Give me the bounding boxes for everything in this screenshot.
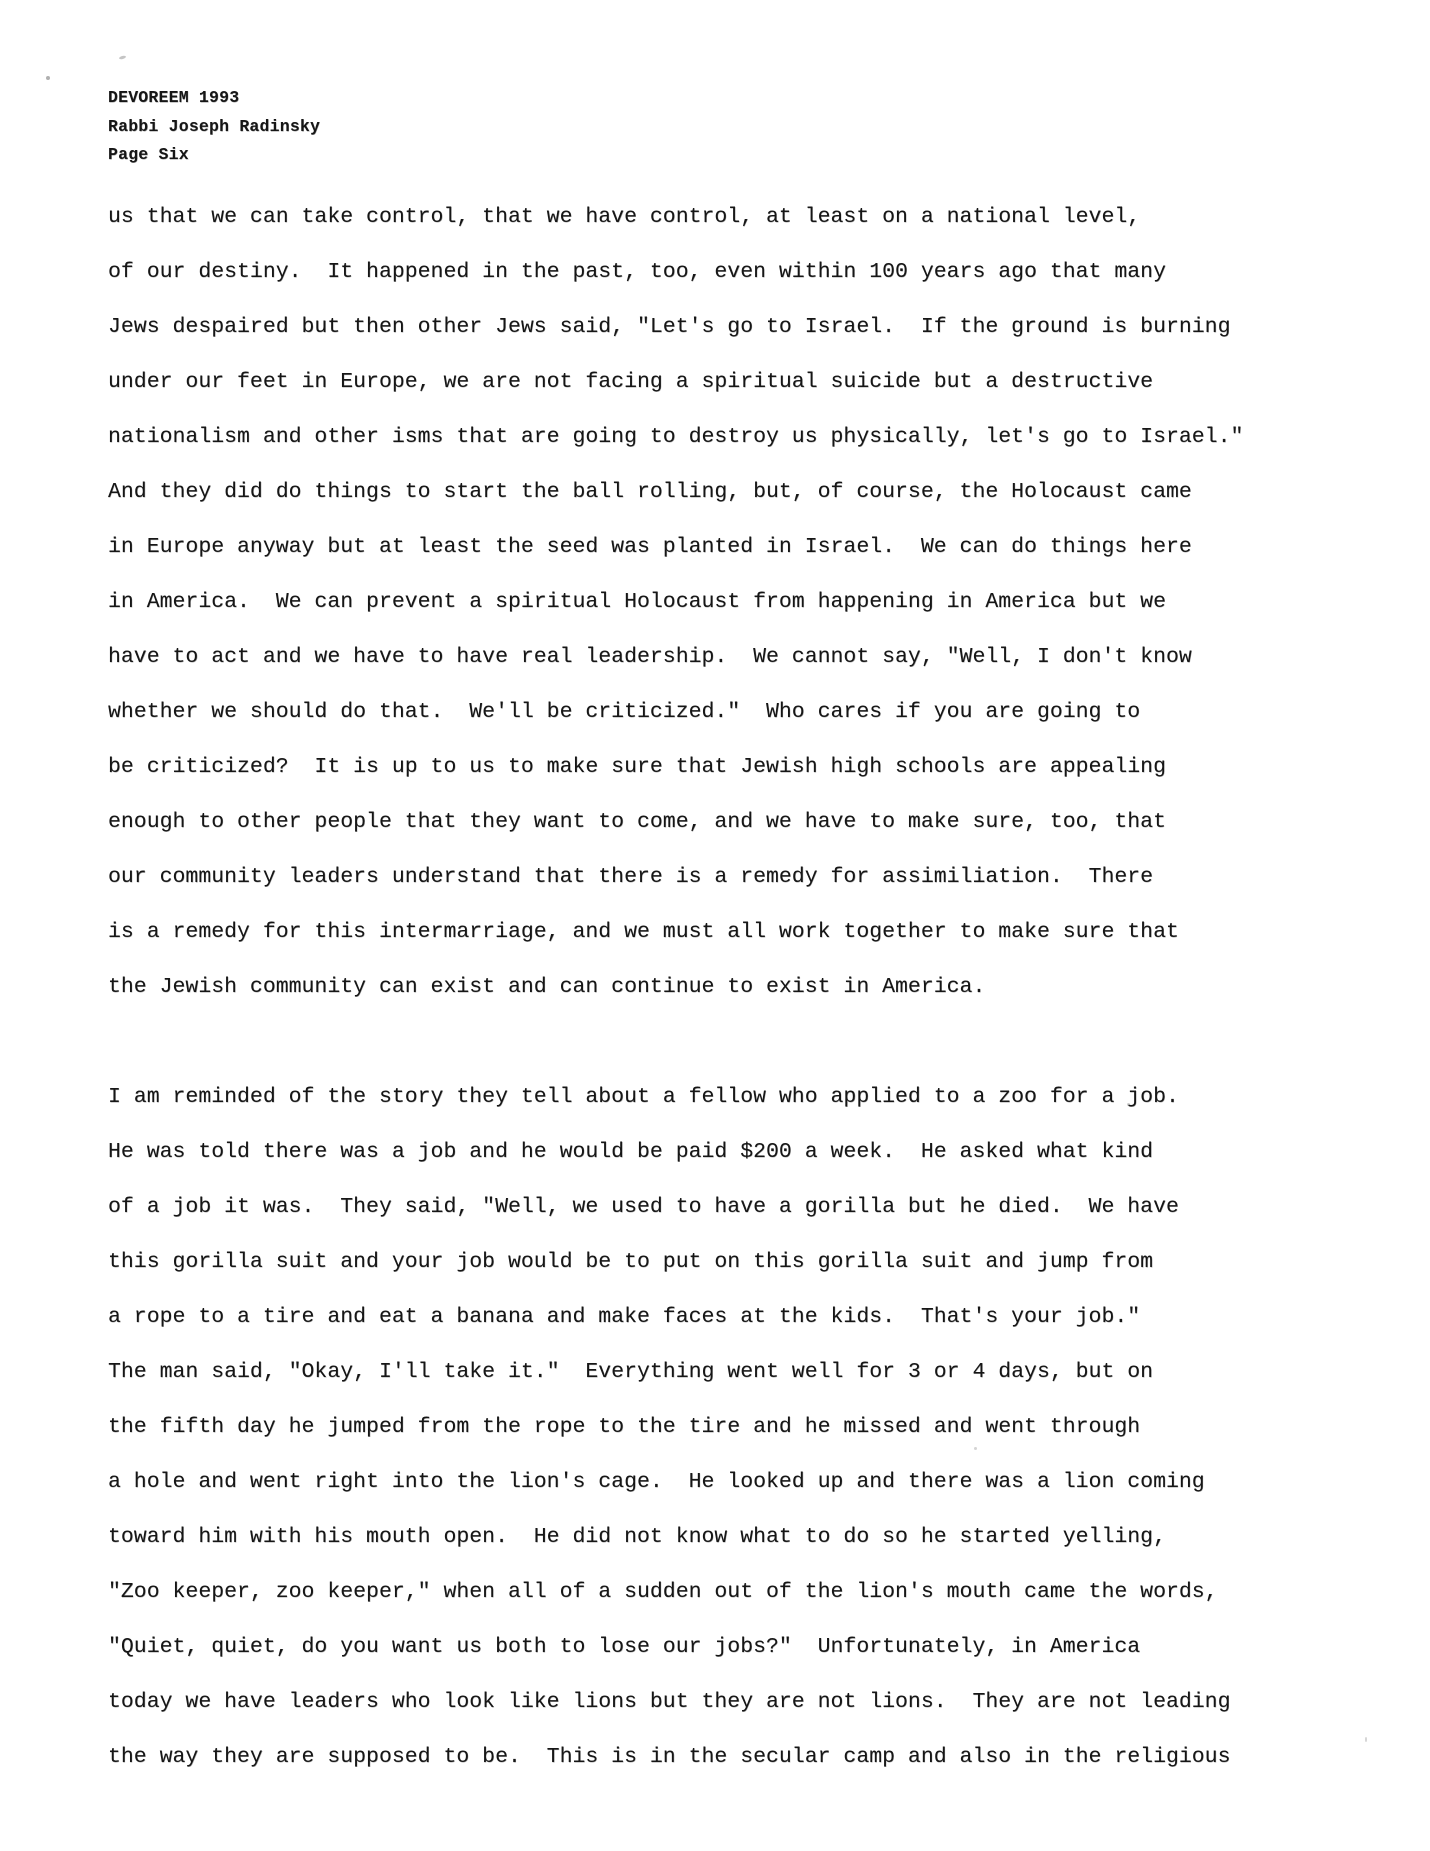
document-body [108,190,1243,1785]
text-line: be criticized? It is up to us to make sure that Jewish high schools are appealing [108,755,1166,779]
scan-speck [1365,1737,1367,1742]
text-line: a hole and went right into the lion's cage. He looked up and there was a lion coming [108,1470,1205,1494]
text-line: is a remedy for this intermarriage, and we must all work together to make sure that [108,920,1179,944]
text-line: a rope to a tire and eat a banana and make faces at the kids. That's your job." [108,1305,1141,1329]
text-line: this gorilla suit and your job would be to put on this gorilla suit and jump from [108,1250,1154,1274]
text-line: enough to other people that they want to come, and we have to make sure, too, that [108,810,1166,834]
document-header [108,84,320,170]
text-line: the way they are supposed to be. This is in the secular camp and also in the religious [108,1745,1231,1769]
text-line: the fifth day he jumped from the rope to the tire and he missed and went through [108,1415,1141,1439]
text-line: nationalism and other isms that are going to destroy us physically, let's go to Israel." [108,425,1244,449]
text-line: The man said, "Okay, I'll take it." Everything went well for 3 or 4 days, but on [108,1360,1154,1384]
text-line: under our feet in Europe, we are not facing a spiritual suicide but a destructive [108,370,1154,394]
header-page-label: Page Six [108,145,189,164]
paragraph-1 [108,190,1243,1015]
text-line: I am reminded of the story they tell about a fellow who applied to a zoo for a job. [108,1085,1179,1109]
text-line: us that we can take control, that we have control, at least on a national level, [108,205,1141,229]
text-line: toward him with his mouth open. He did not know what to do so he started yelling, [108,1525,1166,1549]
text-line: today we have leaders who look like lions but they are not lions. They are not leading [108,1690,1231,1714]
text-line: in Europe anyway but at least the seed was planted in Israel. We can do things here [108,535,1192,559]
scan-speck [119,55,127,60]
text-line: "Zoo keeper, zoo keeper," when all of a sudden out of the lion's mouth came the words, [108,1580,1218,1604]
text-line: whether we should do that. We'll be criticized." Who cares if you are going to [108,700,1141,724]
header-title: DEVOREEM 1993 [108,88,240,107]
text-line: of a job it was. They said, "Well, we used to have a gorilla but he died. We have [108,1195,1179,1219]
text-line: He was told there was a job and he would be paid $200 a week. He asked what kind [108,1140,1154,1164]
text-line: in America. We can prevent a spiritual Holocaust from happening in America but we [108,590,1166,614]
text-line: the Jewish community can exist and can continue to exist in America. [108,975,986,999]
text-line: And they did do things to start the ball rolling, but, of course, the Holocaust came [108,480,1192,504]
text-line: of our destiny. It happened in the past, too, even within 100 years ago that many [108,260,1166,284]
paragraph-2 [108,1070,1243,1785]
text-line: have to act and we have to have real leadership. We cannot say, "Well, I don't know [108,645,1192,669]
scan-speck [46,76,50,80]
text-line: our community leaders understand that there is a remedy for assimiliation. There [108,865,1154,889]
text-line: Jews despaired but then other Jews said, "Let's go to Israel. If the ground is burning [108,315,1231,339]
text-line: "Quiet, quiet, do you want us both to lose our jobs?" Unfortunately, in America [108,1635,1141,1659]
header-author: Rabbi Joseph Radinsky [108,116,321,136]
